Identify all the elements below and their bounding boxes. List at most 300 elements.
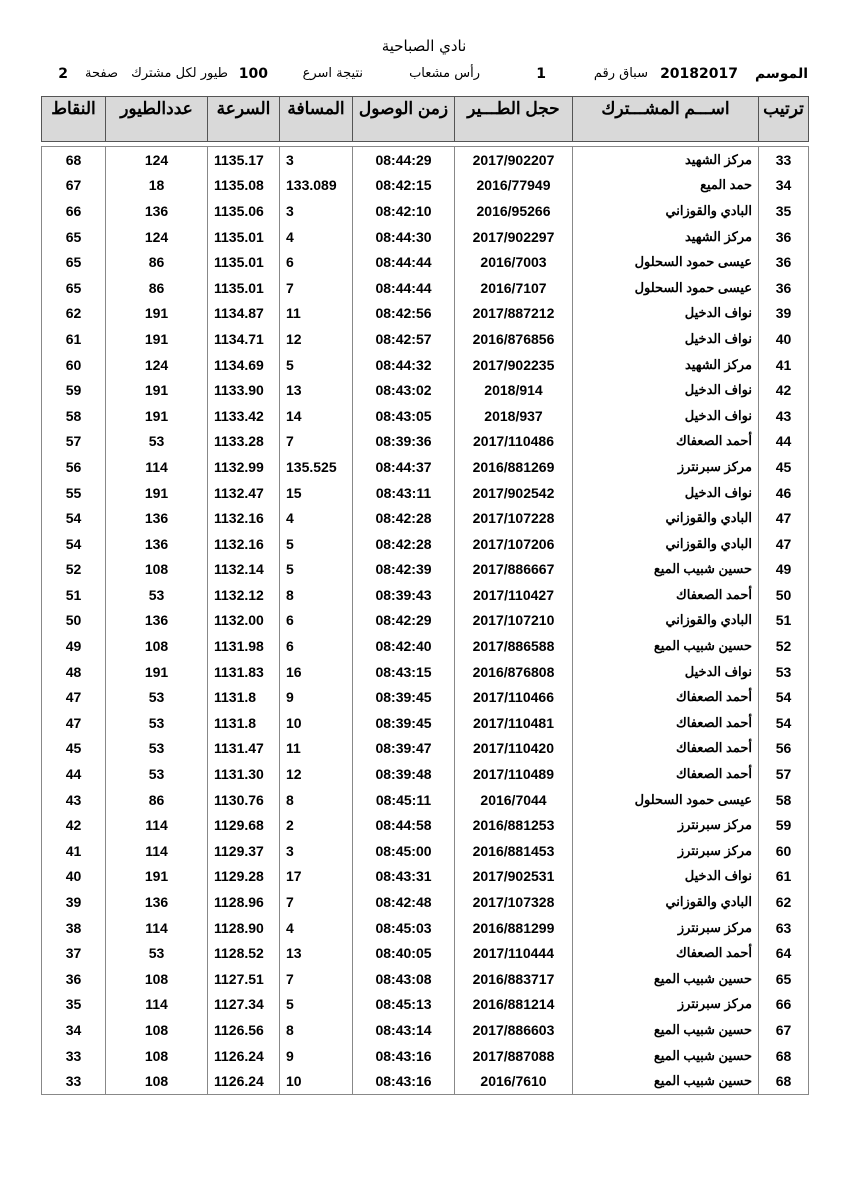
table-row (42, 275, 809, 301)
cell-ring: 2017/902531 (455, 864, 573, 890)
cell-ring: 2017/110481 (455, 710, 573, 736)
cell-points: 61 (42, 326, 106, 352)
cell-ring: 2017/107206 (455, 531, 573, 557)
cell-time: 08:40:05 (353, 940, 455, 966)
cell-time: 08:43:16 (353, 1043, 455, 1069)
cell-speed: 1135.17 (208, 147, 280, 173)
cell-speed: 1129.68 (208, 812, 280, 838)
table-row (42, 838, 809, 864)
cell-points: 51 (42, 582, 106, 608)
cell-points: 65 (42, 224, 106, 250)
cell-points: 47 (42, 684, 106, 710)
cell-speed: 1132.00 (208, 608, 280, 634)
cell-rank: 68 (759, 1043, 809, 1069)
cell-points: 49 (42, 633, 106, 659)
table-row (42, 1017, 809, 1043)
table-row (42, 710, 809, 736)
cell-distance: 13 (280, 377, 353, 403)
cell-points: 50 (42, 608, 106, 634)
cell-name: أحمد الصعفاك (573, 582, 759, 608)
cell-speed: 1132.16 (208, 505, 280, 531)
cell-ring: 2016/881453 (455, 838, 573, 864)
cell-distance: 7 (280, 966, 353, 992)
cell-points: 54 (42, 505, 106, 531)
cell-name: البادي والقوزاني (573, 198, 759, 224)
cell-ring: 2016/876808 (455, 659, 573, 685)
cell-points: 68 (42, 147, 106, 173)
cell-time: 08:39:47 (353, 736, 455, 762)
table-row (42, 684, 809, 710)
cell-distance: 7 (280, 889, 353, 915)
cell-name: البادي والقوزاني (573, 505, 759, 531)
cell-speed: 1127.34 (208, 992, 280, 1018)
cell-name: أحمد الصعفاك (573, 684, 759, 710)
cell-points: 55 (42, 480, 106, 506)
cell-rank: 41 (759, 352, 809, 378)
cell-birds: 191 (106, 864, 208, 890)
cell-ring: 2017/110444 (455, 940, 573, 966)
table-row (42, 889, 809, 915)
cell-birds: 108 (106, 1017, 208, 1043)
cell-name: حسين شبيب الميع (573, 633, 759, 659)
cell-speed: 1126.24 (208, 1068, 280, 1094)
table-row (42, 659, 809, 685)
cell-points: 65 (42, 249, 106, 275)
cell-distance: 9 (280, 684, 353, 710)
cell-name: أحمد الصعفاك (573, 761, 759, 787)
cell-birds: 114 (106, 915, 208, 941)
cell-rank: 52 (759, 633, 809, 659)
cell-rank: 64 (759, 940, 809, 966)
cell-time: 08:42:15 (353, 173, 455, 199)
cell-name: نواف الدخيل (573, 659, 759, 685)
cell-birds: 53 (106, 761, 208, 787)
cell-ring: 2018/914 (455, 377, 573, 403)
cell-rank: 49 (759, 557, 809, 583)
cell-name: عيسى حمود السحلول (573, 787, 759, 813)
cell-rank: 51 (759, 608, 809, 634)
cell-rank: 47 (759, 531, 809, 557)
cell-speed: 1132.12 (208, 582, 280, 608)
table-row (42, 633, 809, 659)
cell-speed: 1132.16 (208, 531, 280, 557)
table-row (42, 787, 809, 813)
cell-ring: 2016/883717 (455, 966, 573, 992)
cell-speed: 1132.47 (208, 480, 280, 506)
cell-points: 36 (42, 966, 106, 992)
cell-birds: 86 (106, 249, 208, 275)
cell-rank: 61 (759, 864, 809, 890)
cell-name: مركز الشهيد (573, 352, 759, 378)
cell-distance: 4 (280, 915, 353, 941)
cell-ring: 2016/881253 (455, 812, 573, 838)
cell-name: مركز سبرنترز (573, 454, 759, 480)
cell-name: نواف الدخيل (573, 326, 759, 352)
cell-rank: 66 (759, 992, 809, 1018)
cell-speed: 1131.8 (208, 710, 280, 736)
cell-rank: 40 (759, 326, 809, 352)
cell-birds: 108 (106, 1068, 208, 1094)
table-row (42, 198, 809, 224)
cell-points: 33 (42, 1068, 106, 1094)
cell-speed: 1128.90 (208, 915, 280, 941)
cell-name: حسين شبيب الميع (573, 966, 759, 992)
cell-speed: 1131.8 (208, 684, 280, 710)
cell-speed: 1126.56 (208, 1017, 280, 1043)
cell-points: 44 (42, 761, 106, 787)
cell-rank: 36 (759, 224, 809, 250)
cell-ring: 2017/110420 (455, 736, 573, 762)
cell-speed: 1129.37 (208, 838, 280, 864)
cell-name: نواف الدخيل (573, 377, 759, 403)
cell-rank: 45 (759, 454, 809, 480)
cell-speed: 1132.99 (208, 454, 280, 480)
col-rank-header: ترتيب (759, 97, 809, 142)
cell-ring: 2017/107328 (455, 889, 573, 915)
cell-points: 66 (42, 198, 106, 224)
cell-birds: 53 (106, 684, 208, 710)
cell-name: مركز الشهيد (573, 147, 759, 173)
cell-rank: 53 (759, 659, 809, 685)
cell-distance: 17 (280, 864, 353, 890)
cell-time: 08:39:43 (353, 582, 455, 608)
cell-points: 35 (42, 992, 106, 1018)
results-table (41, 96, 809, 1095)
table-row (42, 147, 809, 173)
cell-ring: 2016/7003 (455, 249, 573, 275)
cell-ring: 2017/110427 (455, 582, 573, 608)
cell-distance: 7 (280, 275, 353, 301)
cell-name: مركز سبرنترز (573, 838, 759, 864)
cell-time: 08:39:48 (353, 761, 455, 787)
cell-distance: 4 (280, 224, 353, 250)
cell-time: 08:42:10 (353, 198, 455, 224)
cell-birds: 53 (106, 710, 208, 736)
cell-name: عيسى حمود السحلول (573, 275, 759, 301)
cell-time: 08:44:30 (353, 224, 455, 250)
cell-distance: 8 (280, 582, 353, 608)
cell-rank: 34 (759, 173, 809, 199)
cell-time: 08:44:29 (353, 147, 455, 173)
col-birds-header: عددالطيور (106, 97, 208, 142)
club-name: نادي الصباحية (381, 37, 467, 55)
cell-points: 60 (42, 352, 106, 378)
cell-birds: 124 (106, 352, 208, 378)
cell-points: 39 (42, 889, 106, 915)
table-row (42, 608, 809, 634)
cell-rank: 59 (759, 812, 809, 838)
cell-name: أحمد الصعفاك (573, 429, 759, 455)
cell-rank: 44 (759, 429, 809, 455)
cell-time: 08:42:56 (353, 301, 455, 327)
cell-rank: 46 (759, 480, 809, 506)
cell-birds: 191 (106, 403, 208, 429)
cell-ring: 2016/7610 (455, 1068, 573, 1094)
cell-name: حسين شبيب الميع (573, 1017, 759, 1043)
cell-ring: 2017/902542 (455, 480, 573, 506)
cell-points: 62 (42, 301, 106, 327)
cell-points: 58 (42, 403, 106, 429)
cell-ring: 2017/886667 (455, 557, 573, 583)
cell-birds: 108 (106, 557, 208, 583)
cell-speed: 1131.98 (208, 633, 280, 659)
cell-speed: 1128.96 (208, 889, 280, 915)
cell-time: 08:45:03 (353, 915, 455, 941)
cell-ring: 2017/886588 (455, 633, 573, 659)
cell-distance: 8 (280, 787, 353, 813)
cell-birds: 124 (106, 147, 208, 173)
cell-rank: 35 (759, 198, 809, 224)
cell-rank: 54 (759, 684, 809, 710)
cell-time: 08:43:14 (353, 1017, 455, 1043)
cell-time: 08:44:32 (353, 352, 455, 378)
cell-name: أحمد الصعفاك (573, 710, 759, 736)
col-ring-header: حجل الطـــير (455, 97, 573, 142)
cell-distance: 13 (280, 940, 353, 966)
cell-points: 43 (42, 787, 106, 813)
table-row (42, 429, 809, 455)
cell-points: 57 (42, 429, 106, 455)
cell-birds: 191 (106, 301, 208, 327)
cell-name: البادي والقوزاني (573, 531, 759, 557)
table-row (42, 992, 809, 1018)
cell-points: 65 (42, 275, 106, 301)
cell-distance: 3 (280, 198, 353, 224)
cell-name: نواف الدخيل (573, 864, 759, 890)
cell-distance: 6 (280, 608, 353, 634)
cell-points: 59 (42, 377, 106, 403)
result-label: نتيجة اسرع (302, 66, 363, 81)
cell-distance: 135.525 (280, 454, 353, 480)
cell-ring: 2017/887212 (455, 301, 573, 327)
table-row (42, 812, 809, 838)
cell-ring: 2016/77949 (455, 173, 573, 199)
cell-ring: 2016/881214 (455, 992, 573, 1018)
cell-distance: 10 (280, 710, 353, 736)
col-points-header: النقاط (42, 97, 106, 142)
cell-time: 08:43:08 (353, 966, 455, 992)
cell-ring: 2017/902297 (455, 224, 573, 250)
cell-time: 08:43:16 (353, 1068, 455, 1094)
table-row (42, 377, 809, 403)
cell-time: 08:43:11 (353, 480, 455, 506)
cell-speed: 1131.47 (208, 736, 280, 762)
cell-name: أحمد الصعفاك (573, 736, 759, 762)
cell-distance: 3 (280, 147, 353, 173)
cell-distance: 6 (280, 249, 353, 275)
cell-ring: 2016/95266 (455, 198, 573, 224)
season-value: 20182017 (660, 66, 738, 82)
table-row (42, 352, 809, 378)
cell-speed: 1131.30 (208, 761, 280, 787)
cell-birds: 191 (106, 659, 208, 685)
cell-ring: 2018/937 (455, 403, 573, 429)
cell-speed: 1127.51 (208, 966, 280, 992)
cell-rank: 47 (759, 505, 809, 531)
cell-speed: 1135.01 (208, 224, 280, 250)
cell-ring: 2016/7044 (455, 787, 573, 813)
col-distance-header: المسافة (280, 97, 353, 142)
race-number: 1 (536, 66, 546, 82)
cell-birds: 136 (106, 608, 208, 634)
cell-points: 54 (42, 531, 106, 557)
cell-distance: 11 (280, 301, 353, 327)
cell-name: حسين شبيب الميع (573, 1043, 759, 1069)
cell-ring: 2017/107210 (455, 608, 573, 634)
cell-distance: 8 (280, 1017, 353, 1043)
cell-rank: 36 (759, 275, 809, 301)
cell-name: البادي والقوزاني (573, 889, 759, 915)
cell-birds: 114 (106, 838, 208, 864)
cell-distance: 7 (280, 429, 353, 455)
cell-time: 08:42:48 (353, 889, 455, 915)
cell-time: 08:45:11 (353, 787, 455, 813)
cell-birds: 114 (106, 812, 208, 838)
table-row (42, 736, 809, 762)
cell-birds: 191 (106, 480, 208, 506)
cell-birds: 108 (106, 966, 208, 992)
cell-ring: 2017/886603 (455, 1017, 573, 1043)
cell-distance: 133.089 (280, 173, 353, 199)
cell-points: 45 (42, 736, 106, 762)
cell-birds: 136 (106, 531, 208, 557)
cell-time: 08:42:29 (353, 608, 455, 634)
cell-speed: 1128.52 (208, 940, 280, 966)
cell-distance: 5 (280, 992, 353, 1018)
cell-points: 42 (42, 812, 106, 838)
cell-points: 41 (42, 838, 106, 864)
cell-distance: 2 (280, 812, 353, 838)
cell-birds: 124 (106, 224, 208, 250)
cell-points: 56 (42, 454, 106, 480)
cell-rank: 67 (759, 1017, 809, 1043)
cell-distance: 3 (280, 838, 353, 864)
cell-time: 08:44:37 (353, 454, 455, 480)
cell-rank: 56 (759, 736, 809, 762)
cell-birds: 53 (106, 429, 208, 455)
cell-birds: 191 (106, 326, 208, 352)
cell-distance: 15 (280, 480, 353, 506)
cell-points: 37 (42, 940, 106, 966)
cell-ring: 2017/110489 (455, 761, 573, 787)
cell-birds: 114 (106, 992, 208, 1018)
cell-ring: 2017/902235 (455, 352, 573, 378)
table-row (42, 224, 809, 250)
table-row (42, 480, 809, 506)
results-body (42, 147, 809, 1095)
page-label: صفحة (85, 66, 118, 81)
cell-time: 08:44:44 (353, 249, 455, 275)
cell-rank: 33 (759, 147, 809, 173)
cell-distance: 10 (280, 1068, 353, 1094)
cell-name: البادي والقوزاني (573, 608, 759, 634)
cell-time: 08:43:02 (353, 377, 455, 403)
cell-time: 08:39:45 (353, 684, 455, 710)
table-row (42, 403, 809, 429)
cell-birds: 136 (106, 889, 208, 915)
cell-points: 34 (42, 1017, 106, 1043)
cell-name: حسين شبيب الميع (573, 557, 759, 583)
cell-birds: 108 (106, 633, 208, 659)
location: رأس مشعاب (409, 66, 480, 81)
cell-distance: 16 (280, 659, 353, 685)
table-row (42, 1043, 809, 1069)
cell-distance: 14 (280, 403, 353, 429)
cell-speed: 1135.08 (208, 173, 280, 199)
col-speed-header: السرعة (208, 97, 280, 142)
cell-rank: 54 (759, 710, 809, 736)
cell-name: عيسى حمود السحلول (573, 249, 759, 275)
cell-rank: 57 (759, 761, 809, 787)
cell-speed: 1133.90 (208, 377, 280, 403)
cell-ring: 2017/110486 (455, 429, 573, 455)
cell-birds: 136 (106, 198, 208, 224)
header-row (42, 97, 809, 142)
cell-time: 08:42:40 (353, 633, 455, 659)
cell-speed: 1134.87 (208, 301, 280, 327)
table-row (42, 761, 809, 787)
cell-time: 08:42:28 (353, 505, 455, 531)
cell-speed: 1135.06 (208, 198, 280, 224)
cell-speed: 1135.01 (208, 249, 280, 275)
cell-rank: 58 (759, 787, 809, 813)
col-time-header: زمن الوصول (353, 97, 455, 142)
cell-ring: 2016/881269 (455, 454, 573, 480)
cell-distance: 11 (280, 736, 353, 762)
table-row (42, 940, 809, 966)
cell-rank: 42 (759, 377, 809, 403)
cell-birds: 114 (106, 454, 208, 480)
cell-ring: 2017/902207 (455, 147, 573, 173)
cell-ring: 2016/7107 (455, 275, 573, 301)
cell-birds: 108 (106, 1043, 208, 1069)
cell-time: 08:45:13 (353, 992, 455, 1018)
cell-rank: 43 (759, 403, 809, 429)
cell-time: 08:43:05 (353, 403, 455, 429)
cell-birds: 86 (106, 787, 208, 813)
table-row (42, 326, 809, 352)
cell-time: 08:39:45 (353, 710, 455, 736)
cell-distance: 9 (280, 1043, 353, 1069)
cell-distance: 12 (280, 326, 353, 352)
table-row (42, 505, 809, 531)
cell-ring: 2017/887088 (455, 1043, 573, 1069)
cell-name: مركز الشهيد (573, 224, 759, 250)
cell-time: 08:42:57 (353, 326, 455, 352)
cell-speed: 1134.69 (208, 352, 280, 378)
race-label: سباق رقم (593, 66, 648, 81)
cell-speed: 1133.28 (208, 429, 280, 455)
cell-speed: 1131.83 (208, 659, 280, 685)
cell-rank: 63 (759, 915, 809, 941)
table-row (42, 864, 809, 890)
cell-points: 48 (42, 659, 106, 685)
cell-points: 33 (42, 1043, 106, 1069)
cell-rank: 65 (759, 966, 809, 992)
table-row (42, 531, 809, 557)
table-row (42, 966, 809, 992)
cell-ring: 2017/110466 (455, 684, 573, 710)
cell-birds: 53 (106, 582, 208, 608)
cell-name: أحمد الصعفاك (573, 940, 759, 966)
cell-birds: 136 (106, 505, 208, 531)
table-row (42, 249, 809, 275)
cell-name: مركز سبرنترز (573, 812, 759, 838)
cell-ring: 2017/107228 (455, 505, 573, 531)
cell-speed: 1130.76 (208, 787, 280, 813)
cell-name: نواف الدخيل (573, 301, 759, 327)
cell-ring: 2016/876856 (455, 326, 573, 352)
